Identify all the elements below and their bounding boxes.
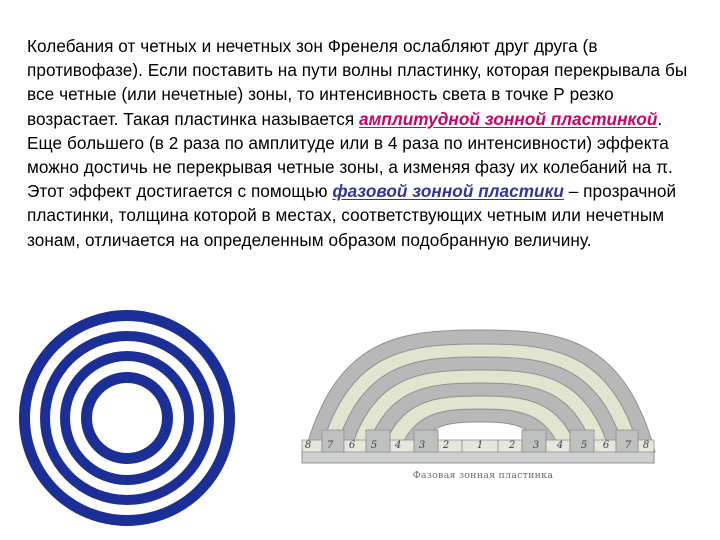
zone-number-label: 1	[476, 440, 484, 451]
amplitude-zone-plate-figure	[17, 308, 237, 533]
phase-zone-plate-figure	[298, 324, 658, 475]
zone-number-label: 8	[642, 440, 650, 451]
paragraph-part-2: . Еще большего (в 2 раза по амплитуде или в 4 раза по интенсивности) эффекта можно достичь не перекрывая четные зоны, а изменяя фазу их колебаний на π. Этот эффект достигается с помощью	[27, 108, 673, 202]
central-zone	[99, 390, 155, 446]
zone-number-label: 5	[580, 440, 588, 451]
zone-number-label: 7	[326, 440, 334, 451]
paragraph	[27, 34, 699, 252]
zone-number-label: 4	[394, 440, 402, 451]
zone-number-label: 4	[556, 440, 564, 451]
term-amplitude-zone-plate[interactable]: амплитудной зонной пластинкой	[359, 108, 658, 129]
body-text	[27, 34, 699, 252]
phase-zone-plate-icon	[298, 324, 658, 470]
zone-number-label: 7	[624, 440, 632, 451]
zone-number-label: 6	[348, 440, 356, 451]
phase-plate-step	[438, 440, 462, 452]
zone-number-label: 6	[602, 440, 610, 451]
phase-zone-plate-caption: Фазовая зонная пластинка	[412, 470, 554, 481]
zone-number-label: 5	[370, 440, 378, 451]
phase-plate-step	[390, 440, 414, 452]
zone-number-label: 3	[418, 440, 426, 451]
phase-plate-step	[414, 430, 438, 452]
zone-number-label: 2	[442, 440, 450, 451]
paragraph-part-1: Колебания от четных и нечетных зон Френеля ослабляют друг друга (в противофазе). Если поставить на пути волны пластинку, которая перекрывала бы все четные (или нечетные) зоны, то интенсивность света в точке Р резко возрастает. Такая пластинка называется	[27, 36, 688, 129]
amplitude-zone-plate-icon	[17, 308, 237, 528]
zone-number-label: 2	[508, 440, 516, 451]
term-phase-zone-plate[interactable]: фазовой зонной пластики	[332, 181, 564, 202]
zone-number-label: 8	[304, 440, 312, 451]
zone-number-label: 3	[532, 440, 540, 451]
paragraph-part-3: – прозрачной пластинки, толщина которой в местах, соответствующих четным или нечетным зонам, отличается на определенным образом подобранную величину.	[27, 181, 677, 250]
phase-plate-step	[366, 430, 390, 452]
